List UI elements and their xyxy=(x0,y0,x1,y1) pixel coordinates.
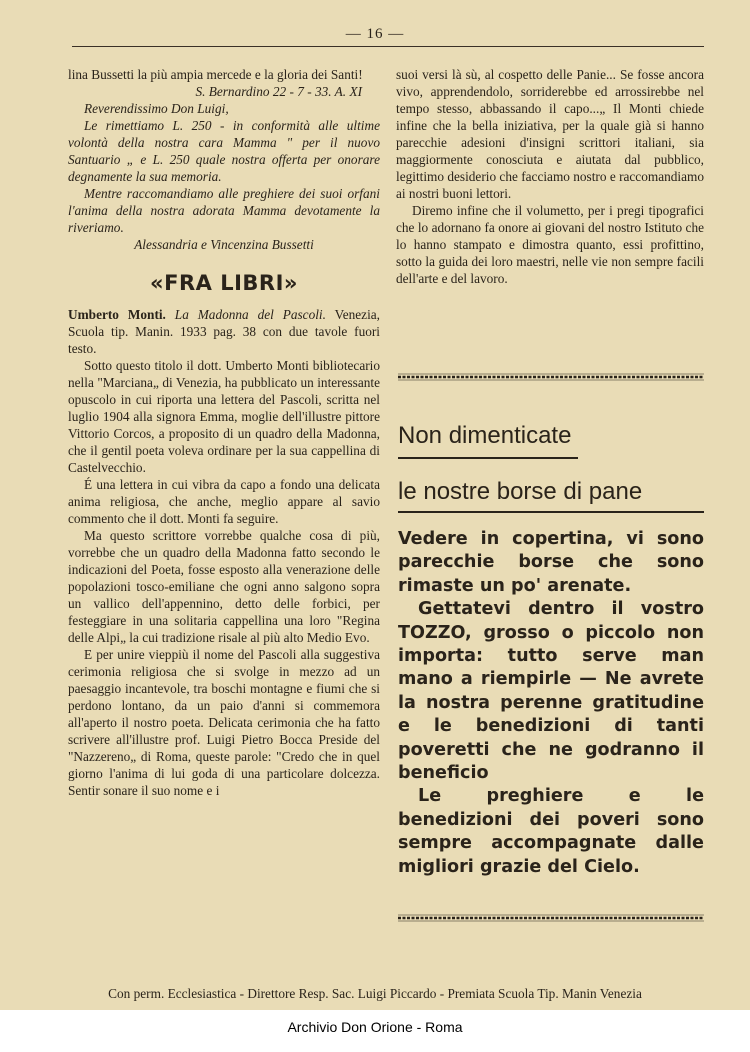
right-column xyxy=(396,66,704,287)
review-paragraph: E per unire vieppiù il nome del Pascoli alla suggestiva cerimonia religiosa che si svolge in mezzo ad un paesaggio incantevole, tra boschi montagne e fiumi che si perdono lontano, da un paio d'anni si commemora all'aperto il nostro poeta. Delicata cerimonia che ha fatto scrivere all'illustre prof. Luigi Pietro Bocca Preside del "Nazzereno„ di Roma, queste parole: "Credo che in quel giorno l'anima di lui goda di una particolare dolcezza. Sentir sonare il suo nome e i xyxy=(68,647,380,798)
review-paragraph: Sotto questo titolo il dott. Umberto Monti bibliotecario nella "Marciana„ di Venezia, ha pubblicato un interessante opuscolo in cui riporta una lettera del Pascoli, scritta nel luglio 1904 alla signora Emma, moglie dell'illustre pittore Vittorio Corcos, a proposito di un quadro della Madonna, che il gentil poeta voleva ordinare per la sua cappellina di Castelvecchio. xyxy=(68,358,380,475)
notice-paragraph: Gettatevi dentro il vostro TOZZO, grosso o piccolo non importa: tutto serve man mano a riempirle — Ne avrete la nostra perenne gratitudine e le benedizioni di tanti poveretti che ne godranno il beneficio xyxy=(398,599,704,784)
review-paragraph: Ma questo scrittore vorrebbe qualche cosa di più, vorrebbe che un quadro della Madonna fatto secondo le indicazioni del Poeta, fosse esposto alla venerazione delle popolazioni tosco-emiliane che ogni anno salgono sopra un vallico dell'appennino, detto delle forbici, per festeggiare in una solitaria cappellina una loro "Regina delle Alpi„ la cui tradizione risale al più alto Medio Evo. xyxy=(68,528,380,645)
notice-title-line2: le nostre borse di pane xyxy=(398,478,643,505)
review-continuation: suoi versi là sù, al cospetto delle Panie... Se fosse ancora vivo, apprendendolo, sorriderebbe ed arrossirebbe nel tempo stesso, abbassando il capo...„ Il Monti chiede infine che la bella iniziativa, per la quale già si hanno parecchie adesioni d'insigni scrittori italiani, sia maggiormente conosciuta e aiutata dal pubblico, legittimo desiderio che facciamo nostro e raccomandiamo ai nostri buoni lettori. xyxy=(396,67,704,201)
letter-opening: lina Bussetti la più ampia mercede e la gloria dei Santi! xyxy=(68,67,363,82)
review-paragraph: Diremo infine che il volumetto, per i pregi tipografici che lo adornano fa onore ai giovani del nostro Istituto che lo hanno stampato e dimostra quanto, essi profittino, sotto la guida dei loro maestri, nelle vie non sempre facili dell'arte e del lavoro. xyxy=(396,203,704,286)
header-rule xyxy=(72,46,704,47)
notice-title-line1: Non dimenticate xyxy=(398,422,572,449)
letter-paragraph: Le rimettiamo L. 250 - in conformità alle ultime volontà della nostra cara Mamma " per il nuovo Santuario „ e L. 250 quale nostra offerta per onorare degnamente la sua memoria. xyxy=(68,118,380,184)
archive-label: Archivio Don Orione - Roma xyxy=(287,1019,463,1035)
letter-date: S. Bernardino 22 - 7 - 33. A. XI xyxy=(195,84,362,99)
book-details: Venezia, Scuola tip. Manin. 1933 pag. 38 con due tavole fuori testo. xyxy=(68,307,380,356)
left-column xyxy=(68,66,380,799)
book-title: La Madonna del Pascoli. xyxy=(174,307,326,322)
letter-paragraph: Mentre raccomandiamo alle preghiere dei suoi orfani l'anima della nostra adorata Mamma devotamente la riveriamo. xyxy=(68,186,380,235)
ornamental-rule-bottom xyxy=(398,913,704,923)
book-author: Umberto Monti. xyxy=(68,307,166,322)
notice-body xyxy=(398,528,704,879)
section-title: «FRA LIBRI» xyxy=(150,271,298,295)
title-underline xyxy=(398,457,578,459)
imprint-line: Con perm. Ecclesiastica - Direttore Resp. Sac. Luigi Piccardo - Premiata Scuola Tip. Manin Venezia xyxy=(108,986,642,1001)
page-number: — 16 — xyxy=(345,26,405,42)
notice-paragraph: Vedere in copertina, vi sono parecchie borse che sono rimaste un po' arenate. xyxy=(398,529,704,596)
letter-signature: Alessandria e Vincenzina Bussetti xyxy=(134,237,314,252)
letter-salutation: Reverendissimo Don Luigi, xyxy=(84,101,229,116)
book-citation xyxy=(68,306,380,357)
title-underline xyxy=(398,511,704,513)
ornamental-rule-top xyxy=(398,372,704,382)
review-paragraph: É una lettera in cui vibra da capo a fondo una delicata anima religiosa, che anche, meglio appare al savio commento che il dott. Monti fa seguire. xyxy=(68,477,380,526)
notice-paragraph: Le preghiere e le benedizioni dei poveri sono sempre accompagnate dalle migliori grazie del Cielo. xyxy=(398,786,704,877)
